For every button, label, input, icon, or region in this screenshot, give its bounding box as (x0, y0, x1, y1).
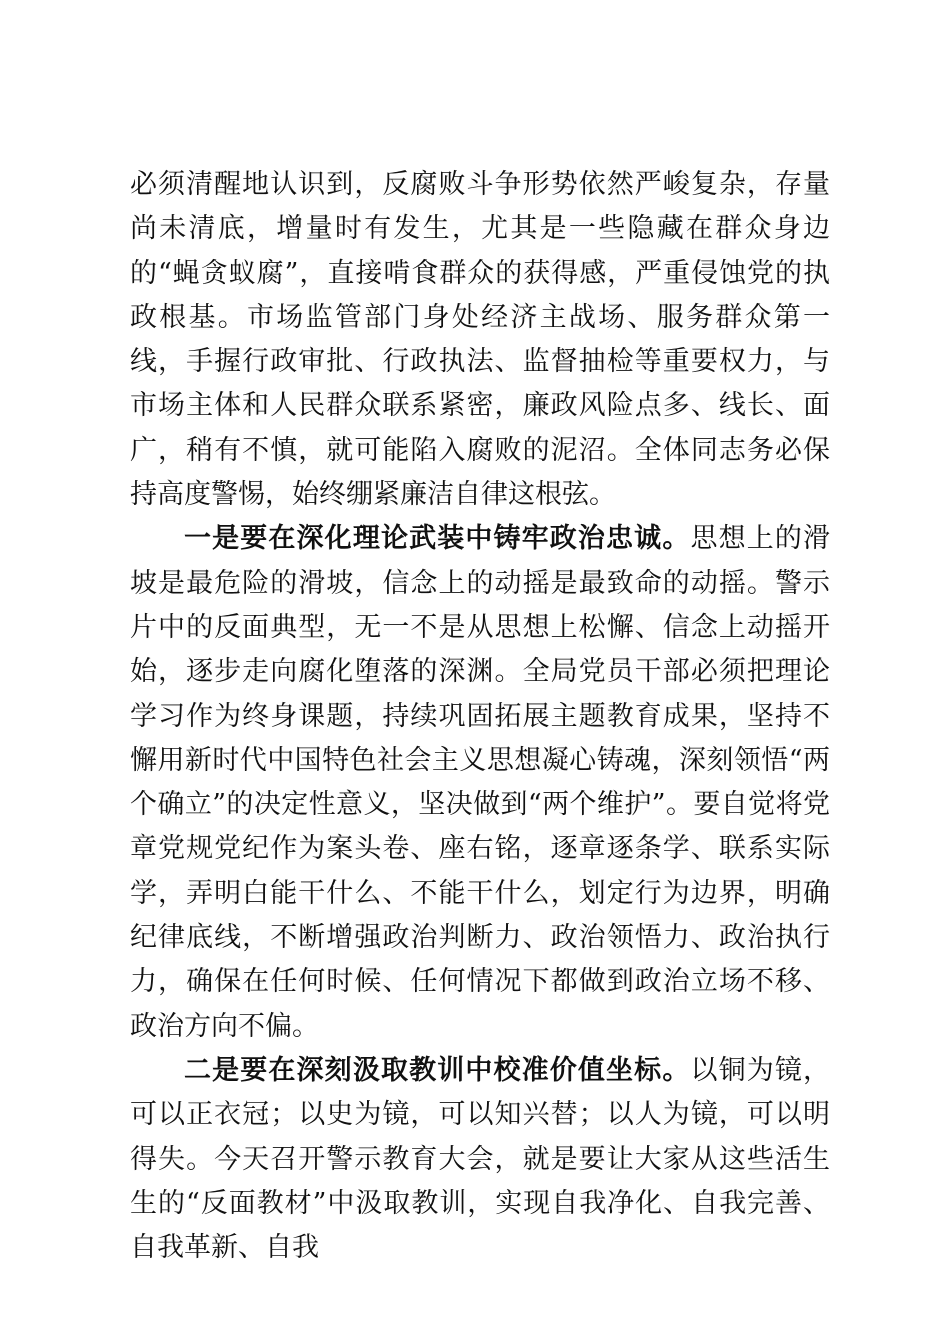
document-body (130, 163, 830, 1270)
paragraph-lead-heading: 一是要在深化理论武装中铸牢政治忠诚。 (184, 523, 691, 555)
paragraph-lead-heading: 二是要在深刻汲取教训中校准价值坐标。 (184, 1054, 691, 1086)
paragraph-text: 思想上的滑坡是最危险的滑坡，信念上的动摇是最致命的动摇。警示片中的反面典型，无一不是从思想上松懈、信念上动摇开始，逐步走向腐化堕落的深渊。全局党员干部必须把理论学习作为终身课题，持续巩固拓展主题教育成果，坚持不懈用新时代中国特色社会主义思想凝心铸魂，深刻领悟“两个确立”的决定性意义，坚决做到“两个维护”。要自觉将党章党规党纪作为案头卷、座右铭，逐章逐条学、联系实际学，弄明白能干什么、不能干什么，划定行为边界，明确纪律底线，不断增强政治判断力、政治领悟力、政治执行力，确保在任何时候、任何情况下都做到政治立场不移、政治方向不偏。 (130, 523, 831, 1042)
paragraph-intro (130, 163, 830, 517)
paragraph-point-two (130, 1049, 830, 1270)
paragraph-text: 以铜为镜，可以正衣冠；以史为镜，可以知兴替；以人为镜，可以明得失。今天召开警示教育大会，就是要让大家从这些活生生的“反面教材”中汲取教训，实现自我净化、自我完善、自我革新、自我 (130, 1054, 831, 1264)
paragraph-text: 必须清醒地认识到，反腐败斗争形势依然严峻复杂，存量尚未清底，增量时有发生，尤其是一些隐藏在群众身边的“蝇贪蚁腐”，直接啃食群众的获得感，严重侵蚀党的执政根基。市场监管部门身处经济主战场、服务群众第一线，手握行政审批、行政执法、监督抽检等重要权力，与市场主体和人民群众联系紧密，廉政风险点多、线长、面广，稍有不慎，就可能陷入腐败的泥沼。全体同志务必保持高度警惕，始终绷紧廉洁自律这根弦。 (130, 169, 830, 511)
paragraph-point-one (130, 517, 830, 1049)
